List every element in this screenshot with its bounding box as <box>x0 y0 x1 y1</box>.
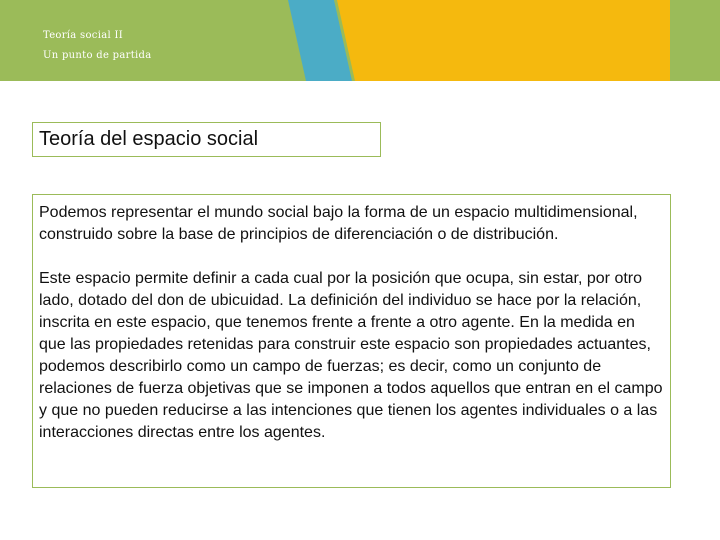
header-subtitle-line2: Un punto de partida <box>43 50 152 61</box>
header-yellow-panel <box>337 0 670 81</box>
header-subtitle-line1: Teoría social II <box>43 30 123 41</box>
slide-body <box>32 194 671 488</box>
body-paragraph-1: Podemos representar el mundo social bajo la forma de un espacio multidimensional, construido sobre la base de principios de diferenciación o de distribución. <box>39 204 638 243</box>
slide-title-text: Teoría del espacio social <box>39 128 259 150</box>
slide-title <box>32 122 381 157</box>
body-paragraph-2: Este espacio permite definir a cada cual por la posición que ocupa, sin estar, por otro lado, dotado del don de ubicuidad. La definición del individuo se hace por la relación, inscrita en este espacio, que tenemos frente a frente a otro agente. En la medida en que las propiedades retenidas para construir este espacio son propiedades actuantes, podemos describirlo como un campo de fuerzas; es decir, como un conjunto de relaciones de fuerza objetivas que se imponen a todos aquellos que entran en el campo y que no pueden reducirse a las intenciones que tienen los agentes individuales o a las interacciones directas entre los agentes. <box>39 270 663 441</box>
